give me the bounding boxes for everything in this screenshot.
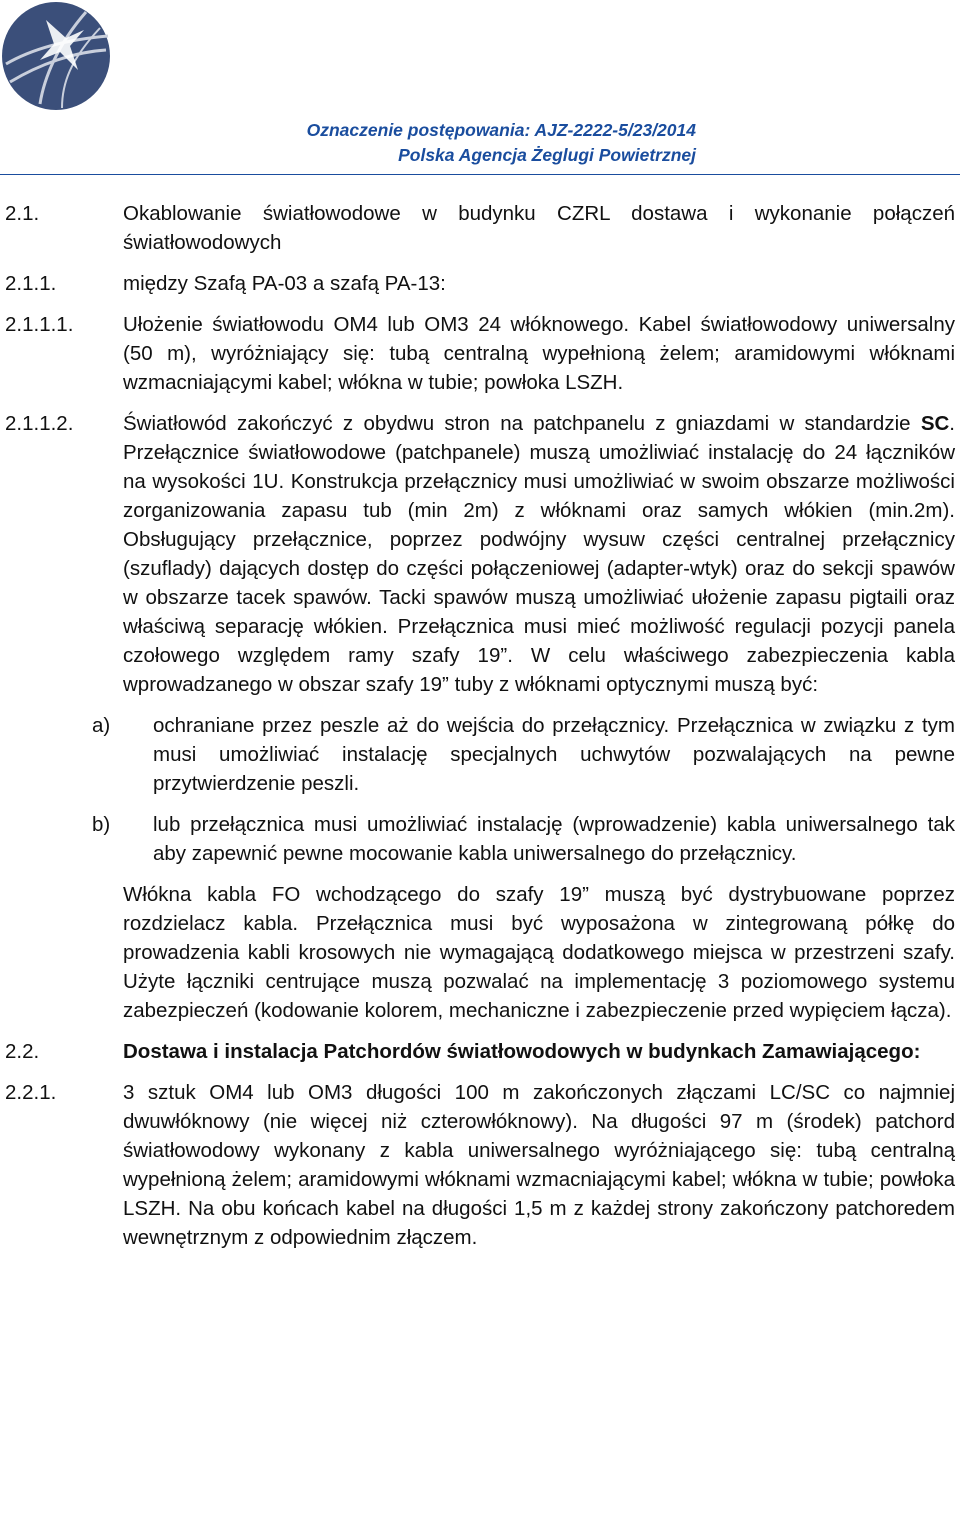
section-number: 2.2.1. bbox=[5, 1081, 57, 1104]
section-2-1-1-1 bbox=[0, 310, 955, 397]
list-item-a bbox=[0, 711, 955, 798]
section-text: Okablowanie światłowodowe w budynku CZRL dostawa i wykonanie połączeń światłowodowych bbox=[123, 202, 955, 254]
section-text bbox=[123, 409, 955, 699]
organization-name: Polska Agencja Żeglugi Powietrznej bbox=[398, 145, 696, 165]
header-divider bbox=[0, 174, 960, 175]
list-item-b bbox=[0, 810, 955, 868]
section-2-2-1 bbox=[0, 1078, 955, 1252]
section-2-1-1 bbox=[0, 269, 955, 298]
section-number: 2.1. bbox=[5, 202, 40, 225]
section-2-1 bbox=[0, 199, 955, 257]
paragraph-text: Włókna kabla FO wchodzącego do szafy 19” muszą być dystrybuowane poprzez rozdzielacz kabla. Przełącznica musi być wyposażona w zintegrowaną półkę do prowadzenia kabli krosowych nie wymagającą dodatkowego miejsca w przestrzeni szafy. Użyte łączniki centrujące muszą pozwalać na implementację 3 poziomowego systemu zabezpieczeń (kodowanie kolorem, mechaniczne i zabezpieczenie przed wypięciem łącza). bbox=[123, 883, 955, 1022]
list-marker: b) bbox=[92, 813, 111, 836]
section-number: 2.1.1.2. bbox=[5, 412, 74, 435]
document-body bbox=[0, 199, 960, 1252]
text-part: Światłowód zakończyć z obydwu stron na patchpanelu z gniazdami w standardzie bbox=[123, 412, 921, 435]
section-text: między Szafą PA-03 a szafą PA-13: bbox=[123, 272, 446, 295]
section-2-2 bbox=[0, 1037, 955, 1066]
continuation-paragraph bbox=[0, 880, 955, 1025]
section-heading: Dostawa i instalacja Patchordów światłowodowych w budynkach Zamawiającego: bbox=[123, 1040, 921, 1063]
section-number: 2.1.1. bbox=[5, 272, 57, 295]
list-marker: a) bbox=[92, 714, 111, 737]
section-number: 2.2. bbox=[5, 1040, 40, 1063]
section-number: 2.1.1.1. bbox=[5, 313, 74, 336]
pansa-logo-icon bbox=[0, 0, 112, 112]
procedure-reference: Oznaczenie postępowania: AJZ-2222-5/23/2014 bbox=[306, 120, 696, 140]
section-text: Ułożenie światłowodu OM4 lub OM3 24 włóknowego. Kabel światłowodowy uniwersalny (50 m), wyróżniający się: tubą centralną wypełnioną żelem; aramidowymi włóknami wzmacniającymi kabel; włókna w tubie; powłoka LSZH. bbox=[123, 313, 955, 394]
section-text: 3 sztuk OM4 lub OM3 długości 100 m zakończonych złączami LC/SC co najmniej dwuwłóknowy (nie więcej niż czterowłóknowy). Na długości 97 m (środek) patchord światłowodowy wykonany z kabla uniwersalnego wyróżniającego się: tubą centralną wypełnioną żelem; aramidowymi włóknami wzmacniającymi kabel; włókna w tubie; powłoka LSZH. Na obu końcach kabel na długości 1,5 m z każdej strony zakończony patchoredem wewnętrznym z odpowiednim złączem. bbox=[123, 1081, 955, 1249]
list-text: lub przełącznica musi umożliwiać instalację (wprowadzenie) kabla uniwersalnego tak aby zapewnić pewne mocowanie kabla uniwersalnego do przełącznicy. bbox=[153, 813, 955, 865]
text-part: . Przełącznice światłowodowe (patchpanele) muszą umożliwiać instalację do 24 łączników na wysokości 1U. Konstrukcja przełącznicy musi umożliwiać w swoim obszarze możliwości zorganizowania zapasu tub (min 2m) z włóknami oraz samych włókien (min.2m). Obsługujący przełącznice, poprzez podwójny wysuw części centralnej przełącznicy (szuflady) dających dostęp do części połączeniowej (adapter-wtyk) oraz do sekcji spawów w obszarze tacek spawów. Tacki spawów muszą umożliwiać ułożenie zapasu pigtaili oraz właściwą separację włókien. Przełącznica musi mieć możliwość regulacji pozycji panela czołowego względem ramy szafy 19”. W celu właściwego zabezpieczenia kabla wprowadzanego w obszar szafy 19” tuby z włóknami optycznymi muszą być: bbox=[123, 412, 955, 696]
section-2-1-1-2 bbox=[0, 409, 955, 699]
connector-standard: SC bbox=[920, 412, 950, 435]
list-text: ochraniane przez peszle aż do wejścia do przełącznicy. Przełącznica w związku z tym musi umożliwiać instalację specjalnych uchwytów pozwalających na pewne przytwierdzenie peszli. bbox=[153, 714, 955, 795]
